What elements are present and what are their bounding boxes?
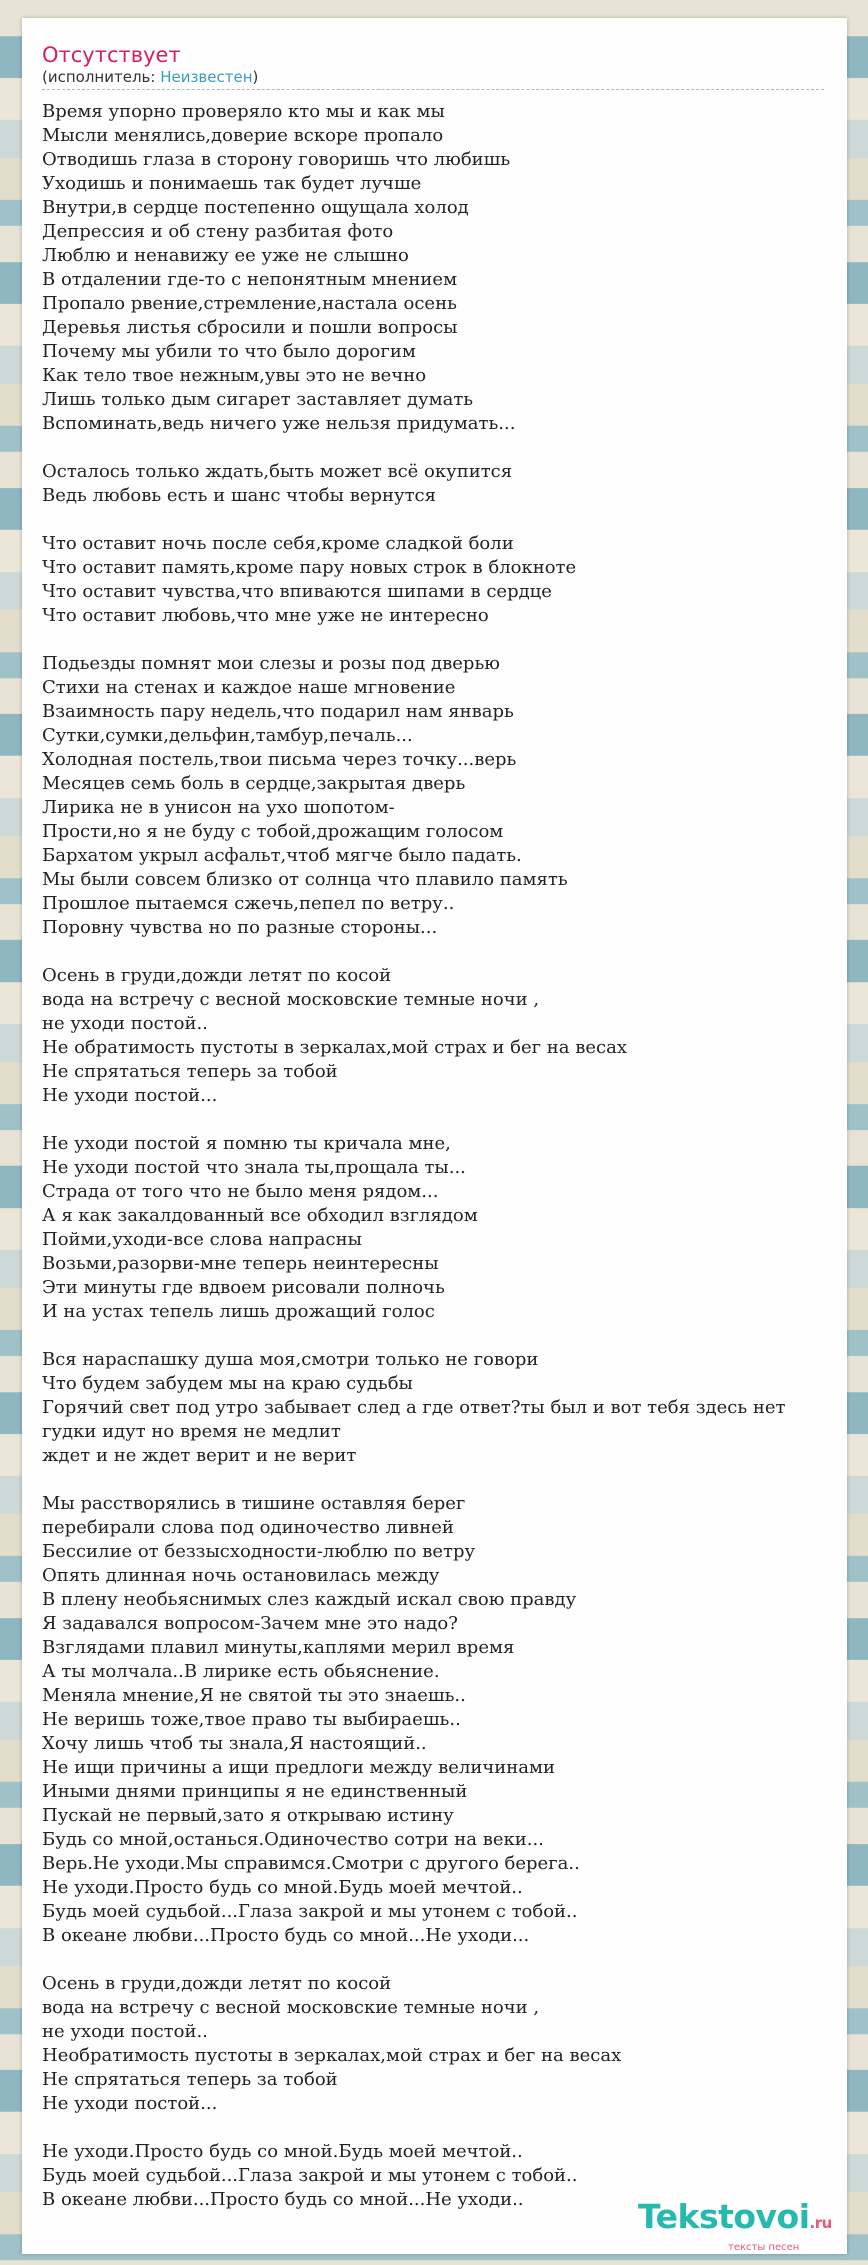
- lyric-line: Опять длинная ночь остановилась между: [42, 1565, 440, 1586]
- lyric-line: Деревья листья сбросили и пошли вопросы: [42, 317, 458, 338]
- lyrics-stanza: [42, 460, 868, 508]
- lyric-line: Хочу лишь чтоб ты знала,Я настоящий..: [42, 1733, 427, 1754]
- lyric-line: Осталось только ждать,быть может всё окупится: [42, 461, 513, 482]
- lyric-line: А ты молчала..В лирике есть обьяснение.: [42, 1661, 440, 1682]
- lyric-line: Не уходи постой...: [42, 2093, 218, 2114]
- lyric-line: Не уходи.Просто будь со мной.Будь моей мечтой..: [42, 1877, 523, 1898]
- lyric-line: И на устах тепель лишь дрожащий голос: [42, 1301, 435, 1322]
- lyric-line: Мысли менялись,доверие вскоре пропало: [42, 125, 444, 146]
- lyric-line: Будь со мной,останься.Одиночество сотри на веки...: [42, 1829, 544, 1850]
- lyrics-stanza: [42, 1348, 868, 1468]
- lyric-line: Лирика не в унисон на ухо шопотом-: [42, 797, 395, 818]
- lyric-line: Пропало рвение,стремление,настала осень: [42, 293, 457, 314]
- lyric-line: Осень в груди,дожди летят по косой: [42, 965, 392, 986]
- lyric-line: Страда от того что не было меня рядом...: [42, 1181, 439, 1202]
- logo-name: Tekstovoi: [638, 2197, 810, 2236]
- lyrics-stanza: [42, 964, 868, 1108]
- lyric-line: Будь моей судьбой...Глаза закрой и мы утонем с тобой..: [42, 2165, 578, 2186]
- lyric-line: Не веришь тоже,твое право ты выбираешь..: [42, 1709, 461, 1730]
- lyric-line: Иными днями принципы я не единственный: [42, 1781, 468, 1802]
- lyric-line: Люблю и ненавижу ее уже не слышно: [42, 245, 409, 266]
- lyric-line: Не уходи постой...: [42, 1085, 218, 1106]
- lyric-line: Пускай не первый,зато я открываю истину: [42, 1805, 454, 1826]
- song-header: [42, 42, 824, 90]
- lyric-line: Ведь любовь есть и шанс чтобы вернутся: [42, 485, 436, 506]
- logo-tagline: тексты песен: [728, 2242, 800, 2253]
- lyric-line: не уходи постой..: [42, 1013, 208, 1034]
- lyric-line: Подьезды помнят мои слезы и розы под дверью: [42, 653, 500, 674]
- lyric-line: Прости,но я не буду с тобой,дрожащим голосом: [42, 821, 504, 842]
- lyric-line: Лишь только дым сигарет заставляет думать: [42, 389, 474, 410]
- lyric-line: Взглядами плавил минуты,каплями мерил время: [42, 1637, 515, 1658]
- lyric-line: Взаимность пару недель,что подарил нам январь: [42, 701, 514, 722]
- lyric-line: вода на встречу с весной московские темные ночи ,: [42, 989, 540, 1010]
- lyric-line: Не спрятаться теперь за тобой: [42, 1061, 338, 1082]
- lyric-line: Меняла мнение,Я не святой ты это знаешь..: [42, 1685, 466, 1706]
- lyric-line: Необратимость пустоты в зеркалах,мой страх и бег на весах: [42, 2045, 622, 2066]
- artist-suffix: ): [252, 68, 259, 86]
- lyric-line: Что оставит ночь после себя,кроме сладкой боли: [42, 533, 514, 554]
- lyric-line: Что оставит любовь,что мне уже не интересно: [42, 605, 489, 626]
- lyrics-stanza: [42, 1492, 868, 1948]
- lyric-line: Прошлое пытаемся сжечь,пепел по ветру..: [42, 893, 455, 914]
- lyric-line: В океане любви...Просто будь со мной...Не уходи...: [42, 1925, 530, 1946]
- artist-link[interactable]: Неизвестен: [160, 68, 253, 86]
- lyrics-stanza: [42, 1132, 868, 1324]
- lyric-line: Вспоминать,ведь ничего уже нельзя придумать...: [42, 413, 516, 434]
- lyrics-stanza: [42, 1972, 868, 2116]
- lyric-line: А я как закалдованный все обходил взглядом: [42, 1205, 478, 1226]
- lyric-line: перебирали слова под одиночество ливней: [42, 1517, 454, 1538]
- artist-prefix: (исполнитель:: [42, 68, 161, 86]
- logo-wordmark[interactable]: [638, 2198, 848, 2242]
- lyric-line: Я задавался вопросом-Зачем мне это надо?: [42, 1613, 458, 1634]
- lyric-line: Не уходи.Просто будь со мной.Будь моей мечтой..: [42, 2141, 523, 2162]
- lyric-line: Время упорно проверяло кто мы и как мы: [42, 101, 445, 122]
- lyric-line: Что оставит чувства,что впиваются шипами в сердце: [42, 581, 552, 602]
- lyrics-body: [42, 100, 868, 2236]
- lyrics-stanza: [42, 100, 868, 436]
- lyric-line: Мы были совсем близко от солнца что плавило память: [42, 869, 568, 890]
- lyric-line: Не уходи постой я помню ты кричала мне,: [42, 1133, 451, 1154]
- song-title: Отсутствует: [42, 43, 181, 67]
- lyric-line: ждет и не ждет верит и не верит: [42, 1445, 357, 1466]
- lyric-line: Поровну чувства но по разные стороны...: [42, 917, 438, 938]
- lyric-line: Сутки,сумки,дельфин,тамбур,печаль...: [42, 725, 413, 746]
- lyric-line: Не ищи причины а ищи предлоги между величинами: [42, 1757, 556, 1778]
- lyric-line: Стихи на стенах и каждое наше мгновение: [42, 677, 456, 698]
- lyric-line: Уходишь и понимаешь так будет лучше: [42, 173, 422, 194]
- lyric-line: Бархатом укрыл асфальт,чтоб мягче было падать.: [42, 845, 522, 866]
- lyric-line: Горячий свет под утро забывает след а где ответ?ты был и вот тебя здесь нет: [42, 1397, 786, 1418]
- lyric-line: Внутри,в сердце постепенно ощущала холод: [42, 197, 469, 218]
- lyric-line: Бессилие от беззысходности-люблю по ветру: [42, 1541, 476, 1562]
- lyric-line: Как тело твое нежным,увы это не вечно: [42, 365, 427, 386]
- logo-tld: .ru: [809, 2214, 832, 2232]
- lyric-line: гудки идут но время не медлит: [42, 1421, 341, 1442]
- lyric-line: Будь моей судьбой...Глаза закрой и мы утонем с тобой..: [42, 1901, 578, 1922]
- lyric-line: Верь.Не уходи.Мы справимся.Смотри с другого берега..: [42, 1853, 580, 1874]
- site-logo[interactable]: [638, 2198, 848, 2254]
- lyric-line: Что будем забудем мы на краю судьбы: [42, 1373, 413, 1394]
- lyric-line: Почему мы убили то что было дорогим: [42, 341, 416, 362]
- lyric-line: Вся нараспашку душа моя,смотри только не говори: [42, 1349, 539, 1370]
- lyric-line: Что оставит память,кроме пару новых строк в блокноте: [42, 557, 577, 578]
- lyrics-stanza: [42, 652, 868, 940]
- lyric-line: Пойми,уходи-все слова напрасны: [42, 1229, 362, 1250]
- lyric-line: Месяцев семь боль в сердце,закрытая дверь: [42, 773, 466, 794]
- lyric-line: вода на встречу с весной московские темные ночи ,: [42, 1997, 540, 2018]
- lyric-line: В отдалении где-то с непонятным мнением: [42, 269, 458, 290]
- lyric-line: Депрессия и об стену разбитая фото: [42, 221, 394, 242]
- lyric-line: Не уходи постой что знала ты,прощала ты...: [42, 1157, 466, 1178]
- lyric-line: Возьми,разорви-мне теперь неинтересны: [42, 1253, 439, 1274]
- lyric-line: Не обратимость пустоты в зеркалах,мой страх и бег на весах: [42, 1037, 627, 1058]
- lyric-line: В плену необьяснимых слез каждый искал свою правду: [42, 1589, 577, 1610]
- lyric-line: Холодная постель,твои письма через точку...верь: [42, 749, 517, 770]
- lyric-line: Отводишь глаза в сторону говоришь что любишь: [42, 149, 511, 170]
- lyric-line: не уходи постой..: [42, 2021, 208, 2042]
- content-card: [22, 18, 847, 2254]
- lyric-line: Не спрятаться теперь за тобой: [42, 2069, 338, 2090]
- lyric-line: Эти минуты где вдвоем рисовали полночь: [42, 1277, 445, 1298]
- lyric-line: Осень в груди,дожди летят по косой: [42, 1973, 392, 1994]
- lyric-line: Мы расстворялись в тишине оставляя берег: [42, 1493, 466, 1514]
- artist-line: [42, 68, 824, 87]
- lyric-line: В океане любви...Просто будь со мной...Не уходи..: [42, 2189, 524, 2210]
- lyrics-stanza: [42, 532, 868, 628]
